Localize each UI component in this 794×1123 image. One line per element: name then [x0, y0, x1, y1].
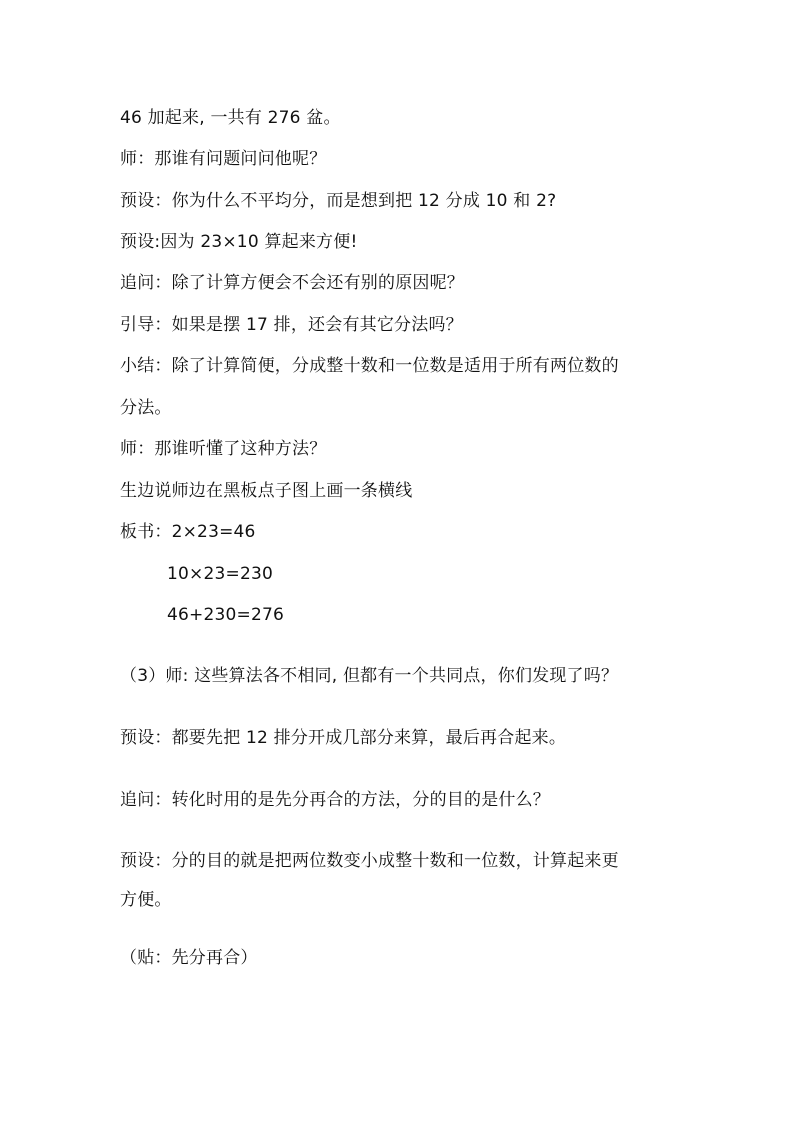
text-line-continuation: 46 加起来, 一共有 276 盆。	[120, 108, 341, 128]
text-line-follow-up-purpose: 追问：转化时用的是先分再合的方法，分的目的是什么？	[120, 790, 550, 810]
text-line-teacher-question: 师：那谁有问题问问他呢？	[120, 149, 327, 169]
text-line-board-work-2: 10×23=230	[167, 564, 273, 584]
text-line-follow-up: 追问：除了计算方便会不会还有别的原因呢？	[120, 273, 464, 293]
text-line-preset-answer: 预设:因为 23×10 算起来方便!	[120, 232, 358, 252]
text-line-summary-end: 分法。	[120, 398, 172, 418]
text-line-summary: 小结：除了计算简便，分成整十数和一位数是适用于所有两位数的	[120, 356, 619, 376]
text-line-preset-question: 预设：你为什么不平均分，而是想到把 12 分成 10 和 2?	[120, 191, 557, 211]
text-line-preset-purpose: 预设：分的目的就是把两位数变小成整十数和一位数，计算起来更	[120, 851, 619, 871]
text-line-board-label: （贴：先分再合）	[120, 948, 258, 968]
text-line-guidance: 引导：如果是摆 17 排，还会有其它分法吗？	[120, 315, 463, 335]
text-line-preset-method: 预设：都要先把 12 排分开成几部分来算，最后再合起来。	[120, 728, 567, 748]
text-line-teacher-check: 师：那谁听懂了这种方法？	[120, 439, 327, 459]
text-line-board-work-1: 板书：2×23=46	[120, 522, 256, 542]
text-line-board-work-3: 46+230=276	[167, 605, 285, 625]
text-line-student-action: 生边说师边在黑板点子图上画一条横线	[120, 481, 413, 501]
text-line-section-three: （3）师: 这些算法各不相同, 但都有一个共同点，你们发现了吗？	[120, 666, 619, 686]
text-line-preset-purpose-end: 方便。	[120, 890, 172, 910]
